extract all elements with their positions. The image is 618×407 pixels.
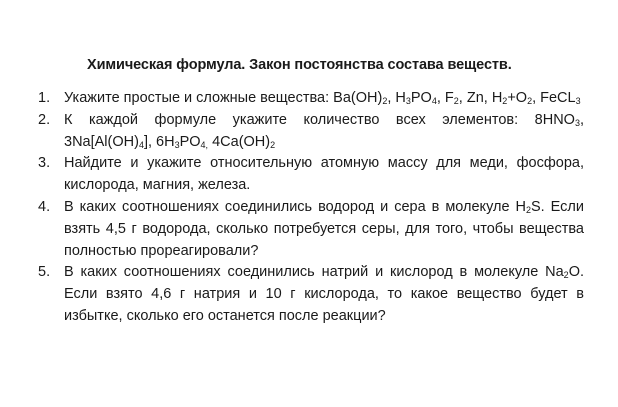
text-run: Укажите простые и сложные вещества: Ba(OH) [64, 90, 383, 106]
subscript: 2 [527, 96, 533, 106]
task-text [64, 155, 584, 193]
subscript: 4 [138, 139, 144, 150]
subscript: 3 [405, 96, 411, 106]
subscript: 2 [453, 96, 459, 106]
task-item [38, 262, 584, 327]
text-run: , H [387, 90, 406, 106]
text-run: O. Если взято 4,6 г натрия и 10 г кислорода, то какое вещество будет в избытке, сколько его останется после реакции? [64, 264, 584, 324]
worksheet-title: Химическая формула. Закон постоянства состава веществ. [87, 57, 512, 73]
subscript: 2 [525, 204, 531, 215]
subscript: 3 [574, 117, 580, 128]
text-run: PO [410, 90, 432, 106]
text-run: В каких соотношениях соединились водород и сера в молекуле H [64, 198, 526, 215]
task-number: 5. [38, 264, 51, 281]
task-text [64, 90, 581, 106]
task-number: 2. [38, 111, 51, 128]
subscript: 2 [563, 270, 569, 281]
text-run: К каждой формуле укажите количество всех элементов: 8HNO [64, 111, 575, 128]
task-number: 3. [38, 155, 51, 172]
text-run: PO [179, 133, 201, 150]
subscript: 2 [502, 96, 508, 106]
task-text [64, 264, 584, 324]
text-run: Найдите и укажите относительную атомную массу для меди, фосфора, кислорода, магния, железа. [64, 155, 584, 194]
task-list [38, 88, 584, 328]
text-run: 4Ca(OH) [208, 133, 271, 150]
subscript: 3 [575, 96, 581, 106]
text-run: , 3Na[Al(OH) [64, 111, 584, 150]
text-run: , Zn, H [458, 90, 503, 106]
subscript: 2 [382, 96, 388, 106]
task-item [38, 88, 584, 110]
text-run: , FeCL [532, 90, 576, 106]
task-number: 4. [38, 198, 51, 215]
task-item [38, 110, 584, 154]
task-item [38, 153, 584, 197]
subscript: 3 [174, 139, 180, 150]
text-run: +O [507, 90, 528, 106]
task-item [38, 197, 584, 262]
subscript: 4, [200, 139, 209, 150]
task-number: 1. [38, 90, 51, 106]
text-run: S. Если взять 4,5 г водорода, сколько потребуется серы, для того, чтобы вещества полностью прореагировали? [64, 198, 584, 259]
text-run: В каких соотношениях соединились натрий и кислород в молекуле Na [64, 264, 564, 281]
task-text [64, 112, 584, 150]
subscript: 2 [270, 139, 276, 150]
subscript: 4 [431, 96, 437, 106]
text-run: ], 6H [143, 133, 175, 150]
text-run: , F [436, 90, 454, 106]
task-text [64, 199, 584, 259]
